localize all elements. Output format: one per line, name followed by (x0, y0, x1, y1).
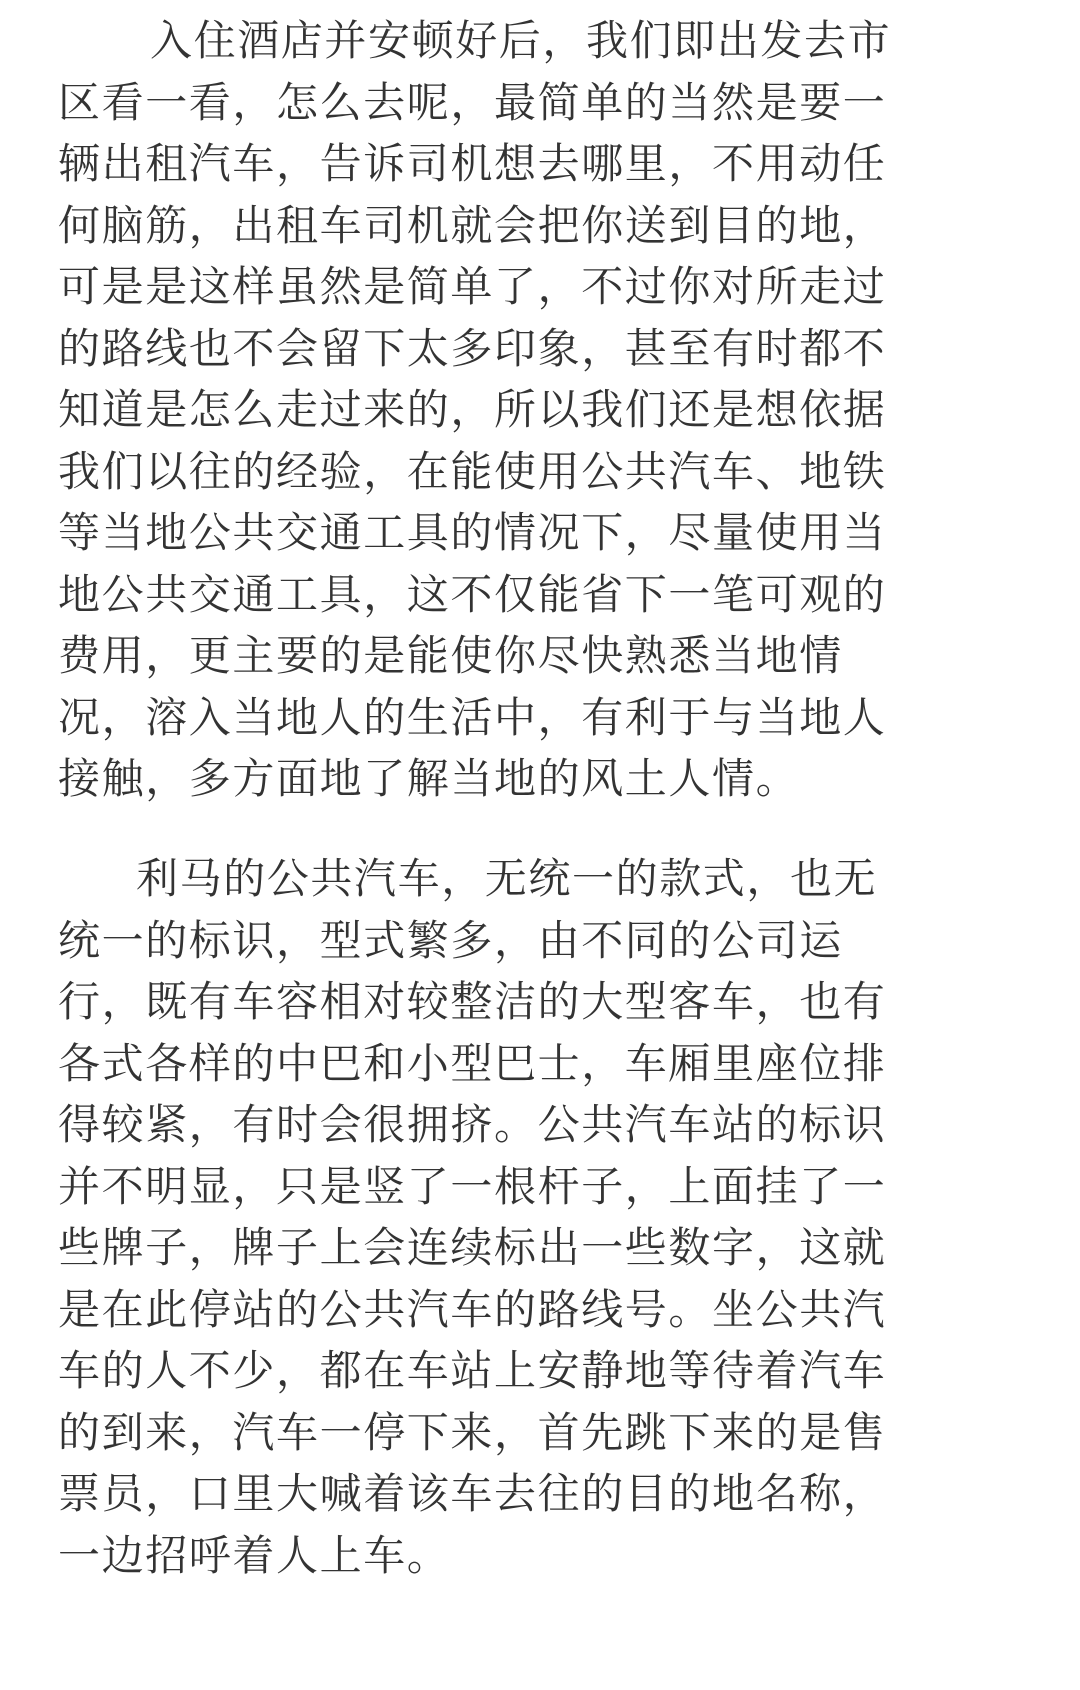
text-line: 是在此停站的公共汽车的路线号。坐公共汽 (58, 1284, 887, 1334)
text-line: 一边招呼着人上车。 (58, 1530, 451, 1580)
text-line: 况，溶入当地人的生活中，有利于与当地人 (58, 692, 887, 742)
text-line: 等当地公共交通工具的情况下，尽量使用当 (58, 508, 887, 557)
text-line: 知道是怎么走过来的，所以我们还是想依据 (58, 385, 887, 434)
text-line: 可是是这样虽然是简单了，不过你对所走过 (58, 262, 887, 311)
text-line: 并不明显，只是竖了一根杆子，上面挂了一 (58, 1161, 887, 1211)
text-line: 些牌子，牌子上会连续标出一些数字，这就 (58, 1223, 887, 1272)
text-line: 入住酒店并安顿好后，我们即出发去市 (150, 16, 892, 65)
text-line: 我们以往的经验，在能使用公共汽车、地铁 (58, 446, 887, 496)
text-line: 地公共交通工具，这不仅能省下一笔可观的 (58, 569, 887, 619)
text-line: 的到来，汽车一停下来，首先跳下来的是售 (58, 1407, 887, 1457)
text-line: 何脑筋，出租车司机就会把你送到目的地， (58, 200, 887, 250)
text-line: 区看一看，怎么去呢，最简单的当然是要一 (58, 77, 887, 127)
text-line: 利马的公共汽车，无统一的款式，也无 (136, 854, 878, 903)
text-line: 统一的标识，型式繁多，由不同的公司运 (58, 915, 843, 965)
text-line: 得较紧，有时会很拥挤。公共汽车站的标识 (58, 1100, 887, 1149)
paragraph-2 (58, 848, 886, 1586)
text-line: 行，既有车容相对较整洁的大型客车，也有 (58, 977, 887, 1026)
text-line: 的路线也不会留下太多印象，甚至有时都不 (58, 323, 887, 373)
text-line: 票员，口里大喊着该车去往的目的地名称， (58, 1469, 887, 1518)
paragraph-1 (58, 10, 891, 810)
text-line: 费用，更主要的是能使你尽快熟悉当地情 (58, 631, 843, 680)
text-line: 各式各样的中巴和小型巴士，车厢里座位排 (58, 1038, 887, 1088)
text-line: 接触，多方面地了解当地的风土人情。 (58, 754, 800, 803)
text-line: 辆出租汽车，告诉司机想去哪里，不用动任 (58, 139, 887, 188)
text-line: 车的人不少，都在车站上安静地等待着汽车 (58, 1346, 887, 1395)
